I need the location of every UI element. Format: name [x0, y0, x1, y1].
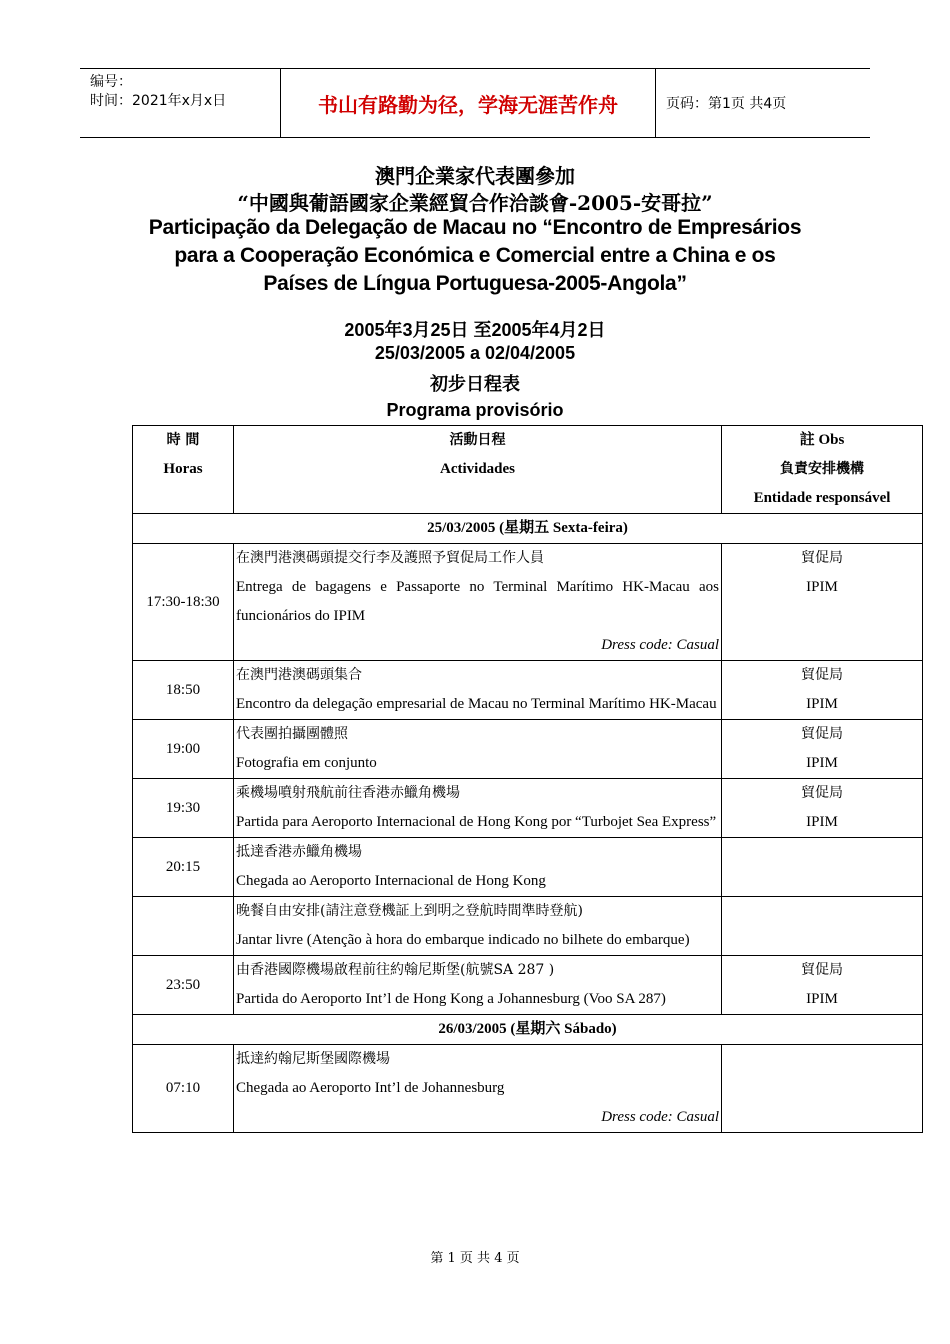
- day-heading-2: 26/03/2005 (星期六 Sábado): [133, 1015, 923, 1045]
- row-entity: [722, 661, 923, 720]
- activity-pt: Partida do Aeroporto Int’l de Hong Kong a Johannesburg (Voo SA 287): [236, 991, 666, 1007]
- row-time: 23:50: [133, 956, 234, 1015]
- header-act-pt: Actividades: [440, 461, 515, 477]
- row-entity: [722, 897, 923, 956]
- row-entity: [722, 544, 923, 661]
- activity-cn: 抵達約翰尼斯堡國際機場: [236, 1051, 390, 1067]
- activity-cn: 晚餐自由安排(請注意登機証上到明之登航時間準時登航): [236, 903, 583, 919]
- entity-pt: IPIM: [806, 696, 838, 712]
- row-activity: [234, 720, 722, 779]
- activity-cn: 在澳門港澳碼頭集合: [236, 667, 362, 683]
- entity-pt: IPIM: [806, 755, 838, 771]
- row-activity: [234, 838, 722, 897]
- table-row: [133, 838, 923, 897]
- activity-cn: 由香港國際機場啟程前往約翰尼斯堡(航號SA 287 ): [236, 962, 555, 978]
- entity-cn: 貿促局: [801, 962, 843, 978]
- header-time-pt: Horas: [163, 461, 203, 477]
- activity-pt: Chegada ao Aeroporto Int’l de Johannesburg: [236, 1080, 505, 1096]
- entity-cn: 貿促局: [801, 726, 843, 742]
- day-heading-1: 25/03/2005 (星期五 Sexta-feira): [133, 514, 923, 544]
- row-time: 19:30: [133, 779, 234, 838]
- row-entity: [722, 779, 923, 838]
- title-line-5: Países de Língua Portuguesa-2005-Angola”: [263, 272, 687, 295]
- activity-pt: Jantar livre (Atenção à hora do embarque indicado no bilhete do embarque): [236, 932, 690, 948]
- table-row: [133, 956, 923, 1015]
- table-row: [133, 720, 923, 779]
- activity-cn: 乘機場噴射飛航前往香港赤鱲角機場: [236, 785, 460, 801]
- day-row: [133, 514, 923, 544]
- row-time: 17:30-18:30: [133, 544, 234, 661]
- activity-cn: 在澳門港澳碼頭提交行李及護照予貿促局工作人員: [236, 550, 544, 566]
- entity-pt: IPIM: [806, 991, 838, 1007]
- row-time: 18:50: [133, 661, 234, 720]
- date-label: 时间：2021年x月x日: [90, 93, 227, 109]
- table-row: [133, 897, 923, 956]
- title-line-2: “中國與葡語國家企業經貿合作洽談會-2005-安哥拉”: [237, 191, 713, 215]
- row-time: 19:00: [133, 720, 234, 779]
- dress-code: Dress code: Casual: [601, 1109, 719, 1125]
- row-entity: [722, 838, 923, 897]
- activity-pt: Entrega de bagagens e Passaporte no Terminal Marítimo HK-Macau aos funcionários do IPIM: [236, 579, 719, 624]
- table-row: [133, 544, 923, 661]
- dress-code: Dress code: Casual: [601, 637, 719, 653]
- activity-pt: Encontro da delegação empresarial de Macau no Terminal Marítimo HK-Macau: [236, 696, 717, 712]
- table-row: [133, 1045, 923, 1133]
- row-activity: [234, 544, 722, 661]
- header-entity: [722, 426, 923, 514]
- date-range-cn: 2005年3月25日 至2005年4月2日: [344, 320, 606, 340]
- row-time: 07:10: [133, 1045, 234, 1133]
- table-header-row: [133, 426, 923, 514]
- header-time-cn: 時 間: [166, 432, 200, 448]
- page-footer: 第 1 页 共 4 页: [430, 1251, 520, 1266]
- row-activity: [234, 956, 722, 1015]
- activity-pt: Fotografia em conjunto: [236, 755, 377, 771]
- activity-pt: Chegada ao Aeroporto Internacional de Hong Kong: [236, 873, 546, 889]
- row-activity: [234, 661, 722, 720]
- header-page-label: 页码：第1页 共4页: [666, 96, 787, 112]
- activity-pt: Partida para Aeroporto Internacional de Hong Kong por “Turbojet Sea Express”: [236, 814, 717, 830]
- schedule-table: [132, 425, 923, 1133]
- header-motto: 书山有路勤为径，学海无涯苦作舟: [281, 69, 656, 137]
- activity-cn: 抵達香港赤鱲角機場: [236, 844, 362, 860]
- header-ent-pt: Entidade responsável: [753, 490, 891, 506]
- row-time: [133, 897, 234, 956]
- title-line-3: Participação da Delegação de Macau no “Encontro de Empresários: [148, 216, 802, 239]
- entity-pt: IPIM: [806, 579, 838, 595]
- header-ent-obs: 註 Obs: [799, 432, 845, 448]
- row-entity: [722, 1045, 923, 1133]
- document-header: [80, 68, 870, 138]
- header-ent-cn: 負責安排機構: [780, 461, 864, 477]
- entity-cn: 貿促局: [801, 667, 843, 683]
- title-line-1: 澳門企業家代表團參加: [375, 164, 575, 188]
- day-row: [133, 1015, 923, 1045]
- header-info: [80, 69, 281, 137]
- row-activity: [234, 1045, 722, 1133]
- date-range-pt: 25/03/2005 a 02/04/2005: [374, 343, 576, 363]
- row-entity: [722, 720, 923, 779]
- program-title-pt: Programa provisório: [386, 400, 564, 420]
- row-time: 20:15: [133, 838, 234, 897]
- table-row: [133, 779, 923, 838]
- header-time: [133, 426, 234, 514]
- program-title-cn: 初步日程表: [430, 374, 520, 395]
- title-line-4: para a Cooperação Económica e Comercial entre a China e os: [174, 244, 776, 267]
- row-entity: [722, 956, 923, 1015]
- activity-cn: 代表團拍攝團體照: [236, 726, 348, 742]
- entity-pt: IPIM: [806, 814, 838, 830]
- header-act-cn: 活動日程: [449, 432, 506, 448]
- entity-cn: 貿促局: [801, 550, 843, 566]
- row-activity: [234, 779, 722, 838]
- row-activity: [234, 897, 722, 956]
- table-row: [133, 661, 923, 720]
- entity-cn: 貿促局: [801, 785, 843, 801]
- number-label: 编号：: [90, 74, 132, 90]
- header-activities: [234, 426, 722, 514]
